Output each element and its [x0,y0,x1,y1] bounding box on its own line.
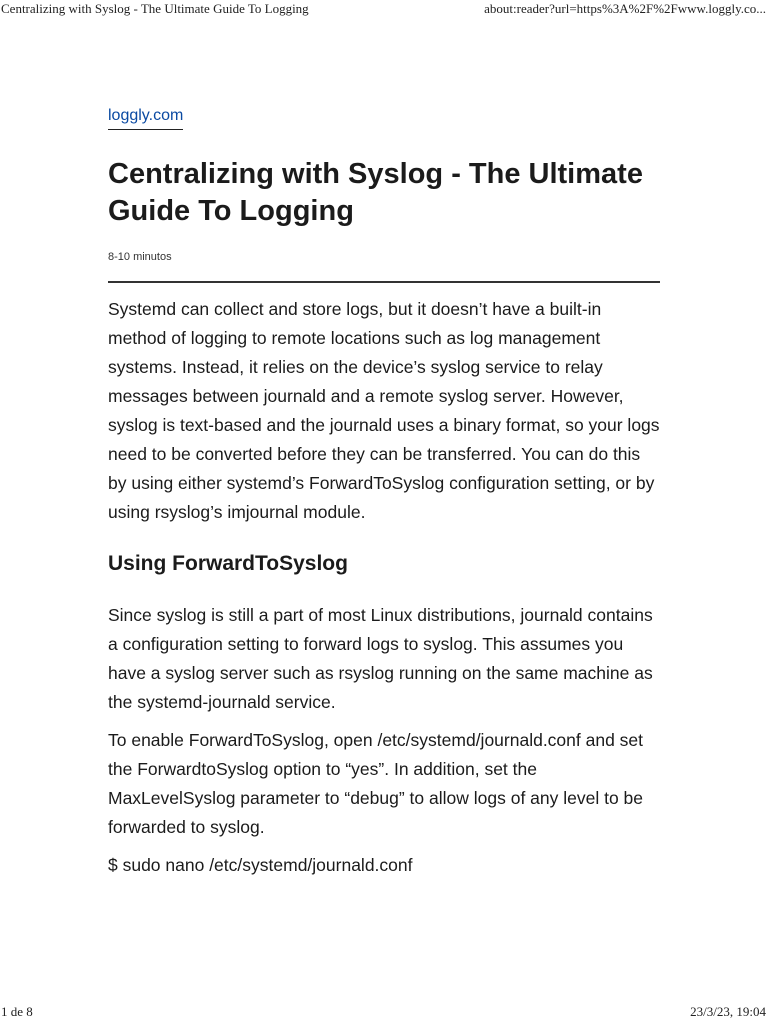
section-paragraph: Since syslog is still a part of most Linux distributions, journald contains a configuration setting to forward logs to syslog. This assumes you have a syslog server such as rsyslog running on the same machine as the systemd-journald service. [108,605,653,712]
print-datetime: 23/3/23, 19:04 [690,1004,766,1019]
article-body [108,295,660,880]
intro-paragraph: Systemd can collect and store logs, but it doesn’t have a built-in method of logging to remote locations such as log management systems. Instead, it relies on the device’s syslog service to relay messages between journald and a remote syslog server. However, syslog is text-based and the journald uses a binary format, so your logs need to be converted before they can be transferred. You can do this by using either systemd’s ForwardToSyslog configuration setting, or by using rsyslog’s imjournal module. [108,299,660,522]
reader-article [108,106,660,880]
section-heading: Using ForwardToSyslog [108,552,348,575]
header-divider [108,281,660,283]
article-title: Centralizing with Syslog - The Ultimate Guide To Logging [108,158,643,227]
print-header-url: about:reader?url=https%3A%2F%2Fwww.loggly.co... [484,1,766,16]
print-footer [0,1003,768,1021]
print-header-title: Centralizing with Syslog - The Ultimate Guide To Logging [1,1,309,16]
reading-time: 8-10 minutos [108,251,172,263]
section-paragraph: To enable ForwardToSyslog, open /etc/systemd/journald.conf and set the ForwardtoSyslog option to “yes”. In addition, set the MaxLevelSyslog parameter to “debug” to allow logs of any level to be forwarded to syslog. [108,730,644,837]
page-number: 1 de 8 [1,1004,33,1019]
source-domain-link[interactable]: loggly.com [108,106,183,130]
print-header [0,0,768,18]
command-line: $ sudo nano /etc/systemd/journald.conf [108,855,413,875]
